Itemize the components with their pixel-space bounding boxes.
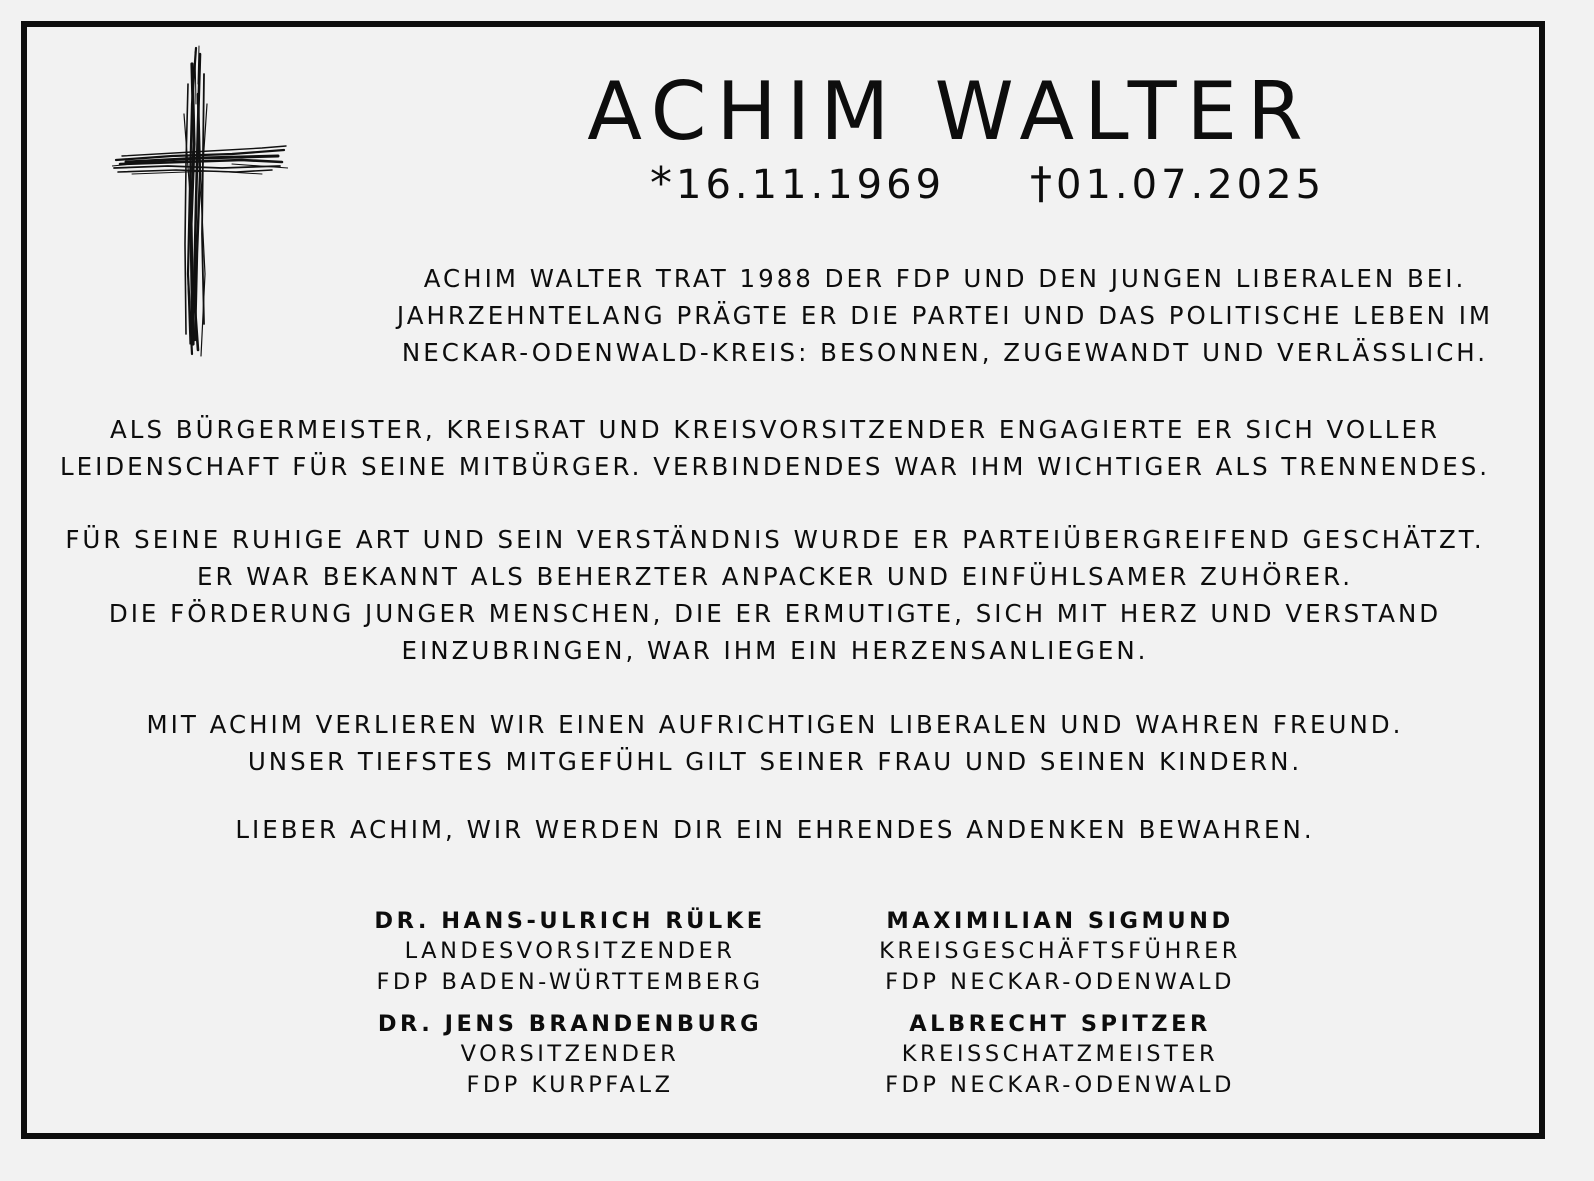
signatory-name: MAXIMILIAN SIGMUND (886, 908, 1234, 934)
paragraph-line: ACHIM WALTER TRAT 1988 DER FDP UND DEN JUNGEN LIBERALEN BEI. (423, 264, 1467, 293)
paragraph-line: LEIDENSCHAFT FÜR SEINE MITBÜRGER. VERBINDENDES WAR IHM WICHTIGER ALS TRENNENDES. (59, 452, 1491, 481)
deceased-name: ACHIM WALTER (587, 65, 1313, 158)
paragraph-line: LIEBER ACHIM, WIR WERDEN DIR EIN EHRENDES ANDENKEN BEWAHREN. (235, 815, 1315, 844)
signatory-name: ALBRECHT SPITZER (909, 1011, 1211, 1037)
signatory-name: DR. JENS BRANDENBURG (377, 1011, 763, 1037)
death-date-block (1030, 160, 1325, 209)
signatory-role: LANDESVORSITZENDER (404, 938, 736, 964)
signatory-org: FDP NECKAR-ODENWALD (885, 969, 1235, 995)
signatory-block (800, 906, 1320, 998)
paragraph-character (40, 521, 1510, 669)
paragraph-line: ALS BÜRGERMEISTER, KREISRAT UND KREISVORSITZENDER ENGAGIERTE ER SICH VOLLER (110, 415, 1440, 444)
paragraph-line: UNSER TIEFSTES MITGEFÜHL GILT SEINER FRAU UND SEINEN KINDERN. (247, 747, 1303, 776)
paragraph-engagement (40, 411, 1510, 485)
signatory-block (310, 906, 830, 998)
paragraph-line: NECKAR-ODENWALD-KREIS: BESONNEN, ZUGEWANDT UND VERLÄSSLICH. (401, 338, 1489, 367)
paragraph-line: MIT ACHIM VERLIEREN WIR EINEN AUFRICHTIGEN LIBERALEN UND WAHREN FREUND. (146, 710, 1404, 739)
death-date: 01.07.2025 (1056, 162, 1326, 208)
signatory-role: KREISGESCHÄFTSFÜHRER (879, 938, 1241, 964)
paragraph-line: FÜR SEINE RUHIGE ART UND SEIN VERSTÄNDNIS WURDE ER PARTEIÜBERGREIFEND GESCHÄTZT. (65, 525, 1485, 554)
birth-date: 16.11.1969 (676, 162, 946, 208)
paragraph-line: ER WAR BEKANNT ALS BEHERZTER ANPACKER UND EINFÜHLSAMER ZUHÖRER. (196, 562, 1354, 591)
birth-asterisk: * (650, 158, 676, 209)
paragraph-line: DIE FÖRDERUNG JUNGER MENSCHEN, DIE ER ERMUTIGTE, SICH MIT HERZ UND VERSTAND (108, 599, 1442, 628)
signatory-name: DR. HANS-ULRICH RÜLKE (374, 908, 766, 934)
signatory-role: VORSITZENDER (460, 1041, 680, 1067)
cross-icon (112, 44, 288, 360)
paragraph-line: JAHRZEHNTELANG PRÄGTE ER DIE PARTEI UND DAS POLITISCHE LEBEN IM (396, 301, 1494, 330)
signatory-org: FDP NECKAR-ODENWALD (885, 1072, 1235, 1098)
paragraph-farewell (40, 811, 1510, 848)
paragraph-line: EINZUBRINGEN, WAR IHM EIN HERZENSANLIEGEN. (401, 636, 1149, 665)
death-dagger: † (1030, 158, 1056, 209)
paragraph-condolence (40, 706, 1510, 780)
signatory-block (310, 1009, 830, 1101)
paragraph-career (380, 260, 1510, 371)
signatory-org: FDP BADEN-WÜRTTEMBERG (376, 969, 764, 995)
signatory-block (800, 1009, 1320, 1101)
birth-date-block (650, 160, 945, 209)
signatory-role: KREISSCHATZMEISTER (901, 1041, 1219, 1067)
signatory-org: FDP KURPFALZ (466, 1072, 674, 1098)
